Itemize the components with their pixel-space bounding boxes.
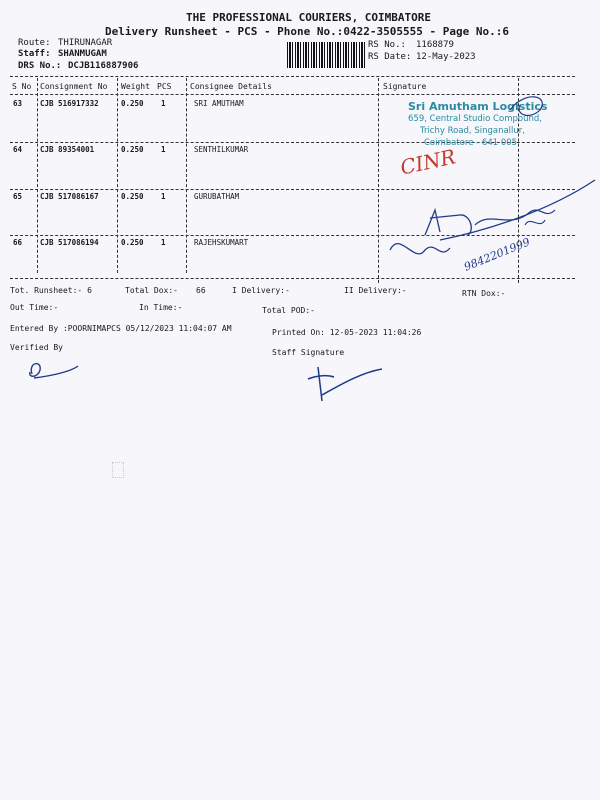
col-header-consignee: Consignee Details [190,82,272,91]
entered-by: Entered By :POORNIMAPCS 05/12/2023 11:04:07 AM [10,324,232,333]
handwritten-note: CINR [398,144,458,180]
col-header-signature: Signature [383,82,427,91]
rs-no-label: RS No.: [368,40,406,50]
ii-delivery: II Delivery:- [344,286,407,295]
total-dox-label: Total Dox:- [125,286,178,295]
out-time: Out Time:- [10,303,59,312]
verified-by: Verified By [10,343,63,352]
stamp-address: 659, Central Studio Compound, [408,114,542,124]
staff-signature-icon [300,355,400,405]
row-consignee: SENTHILKUMAR [194,145,249,154]
route-value: THIRUNAGAR [58,38,113,48]
staff-signature-label: Staff Signature [272,348,345,357]
signature-scribble-icon [380,170,600,290]
row-sno: 66 [13,238,23,247]
route-label: Route: [18,38,51,48]
stamp-company: Sri Amutham Logistics [408,100,548,113]
row-sno: 65 [13,192,23,201]
rs-date-label: RS Date: [368,52,412,62]
handwritten-phone: 9842201999 [462,235,532,274]
total-dox-value: 66 [196,286,206,295]
company-name: THE PROFESSIONAL COURIERS, COIMBATORE [186,11,432,24]
row-pcs: 1 [161,99,166,108]
staff-value: SHANMUGAM [58,49,107,59]
row-sno: 64 [13,145,23,154]
row-weight: 0.250 [121,145,144,154]
drs-label: DRS No.: [18,61,62,71]
col-header-consignment: Consignment No [40,82,108,91]
printed-on: Printed On: 12-05-2023 11:04:26 [272,328,422,337]
i-delivery: I Delivery:- [232,286,290,295]
row-sno: 63 [13,99,23,108]
stamp-address: Coimbatore - 641 005 [424,138,518,148]
row-consignment: CJB 516917332 [40,99,99,108]
table-top-rule [10,76,575,77]
stamp-address: Trichy Road, Singanallur, [420,126,525,136]
col-header-weight: Weight [121,82,150,91]
tot-runsheet: Tot. Runsheet:- 6 [10,286,92,295]
total-pod: Total POD:- [262,306,315,315]
row-weight: 0.250 [121,192,144,201]
row-weight: 0.250 [121,238,144,247]
barcode [287,42,365,68]
verifier-signature-icon [20,356,100,386]
rtn-dox: RTN Dox:- [462,289,506,298]
in-time: In Time:- [139,303,183,312]
scan-artifact [112,462,124,478]
rs-no-value: 1168879 [416,40,454,50]
row-consignee: SRI AMUTHAM [194,99,244,108]
col-divider [117,78,118,273]
row-consignment: CJB 517086194 [40,238,99,247]
col-divider [186,78,187,273]
row-pcs: 1 [161,238,166,247]
row-pcs: 1 [161,192,166,201]
row-consignee: GURUBATHAM [194,192,240,201]
rs-date-value: 12-May-2023 [416,52,476,62]
row-pcs: 1 [161,145,166,154]
drs-value: DCJB116887906 [68,61,139,71]
staff-label: Staff: [18,49,51,59]
row-consignment: CJB 517086167 [40,192,99,201]
col-divider [37,78,38,273]
col-header-sno: S No [12,82,32,91]
runsheet-title: Delivery Runsheet - PCS - Phone No.:0422-3505555 - Page No.:6 [105,25,509,38]
row-consignee: RAJEHSKUMART [194,238,249,247]
col-divider [378,78,379,283]
row-consignment: CJB 89354001 [40,145,95,154]
row-weight: 0.250 [121,99,144,108]
col-header-pcs: PCS [157,82,172,91]
